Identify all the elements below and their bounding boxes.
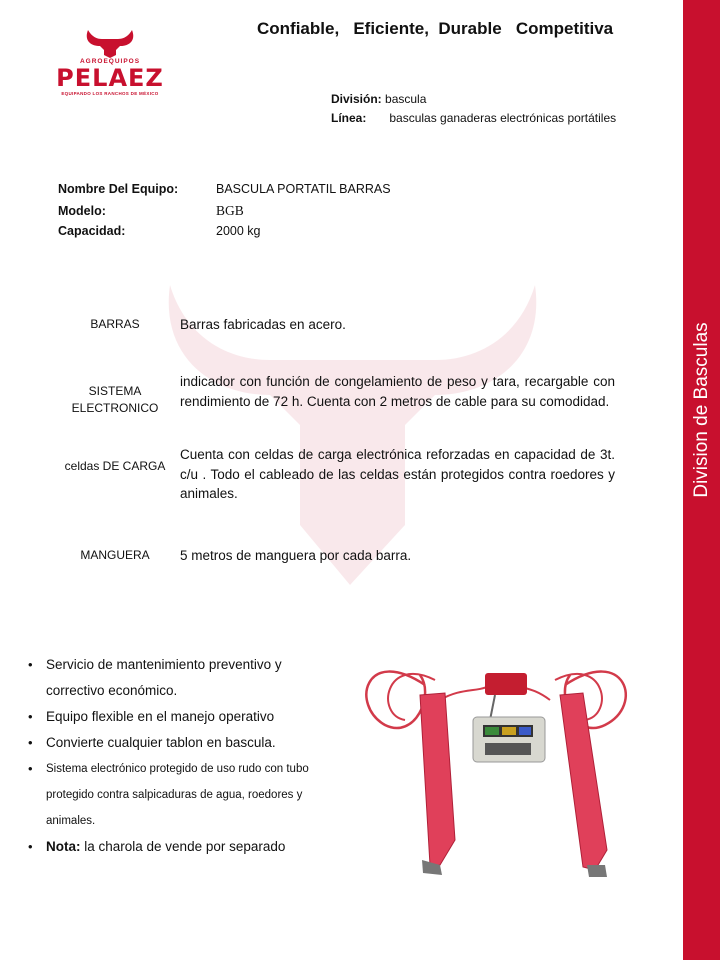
brand-name: PELAEZ (56, 64, 164, 92)
division-value: bascula (385, 92, 427, 106)
list-item: • Equipo flexible en el manejo operativo (28, 704, 338, 730)
brand-name-top: AGROEQUIPOS (79, 58, 141, 65)
list-item: • Servicio de mantenimiento preventivo y correctivo económico. (28, 652, 338, 704)
product-photo (345, 625, 645, 895)
list-item: • Sistema electrónico protegido de uso rudo con tubo protegido contra salpicaduras de agua, roedores y animales. (28, 756, 338, 834)
division-label: División: (331, 92, 382, 106)
brand-subtitle: EQUIPANDO LOS RANCHOS DE MÉXICO (61, 91, 159, 96)
spec-value: BASCULA PORTATIL BARRAS (216, 182, 391, 196)
brand-logo (50, 28, 170, 98)
note-label: Nota: (46, 839, 81, 854)
feature-label-manguera: MANGUERA (80, 548, 150, 562)
spec-model (58, 203, 244, 219)
line-label: Línea: (331, 111, 367, 125)
tagline: Confiable, Eficiente, Durable Competitiva (257, 19, 614, 38)
feature-label-celdas: celdas DE CARGA (64, 459, 166, 473)
feature-label-barras: BARRAS (90, 317, 140, 331)
bull-logo-icon (50, 28, 170, 58)
feature-desc-barras: Barras fabricadas en acero. (180, 317, 346, 332)
spec-label: Modelo: (58, 204, 106, 218)
spec-equipment (58, 182, 391, 196)
feature-label-sistema: SISTEMA ELECTRONICO (71, 384, 159, 415)
spec-label: Capacidad: (58, 224, 126, 238)
line-value: basculas ganaderas electrónicas portátiles (389, 111, 617, 125)
benefits-list (28, 652, 338, 860)
line-row (331, 111, 616, 125)
spec-label: Nombre Del Equipo: (58, 182, 179, 196)
division-row (331, 92, 426, 106)
spec-capacity (58, 224, 260, 238)
list-item-note (28, 834, 338, 860)
note-text: la charola de vende por separado (80, 839, 286, 854)
spec-value: BGB (216, 203, 244, 218)
feature-desc-sistema: indicador con función de congelamiento de peso y tara, recargable con rendimiento de 72 h. Cuenta con 2 metros de cable para su comodidad. (180, 374, 615, 409)
sidebar-band (683, 0, 720, 960)
sidebar-title: Division de Basculas (690, 322, 712, 498)
list-item: • Convierte cualquier tablon en bascula. (28, 730, 338, 756)
spec-value: 2000 kg (216, 224, 261, 238)
feature-desc-manguera: 5 metros de manguera por cada barra. (180, 548, 412, 563)
feature-desc-celdas: Cuenta con celdas de carga electrónica reforzadas en capacidad de 3t. c/u . Todo el cableado de las celdas están protegidos contra roedores y animales. (180, 447, 615, 501)
